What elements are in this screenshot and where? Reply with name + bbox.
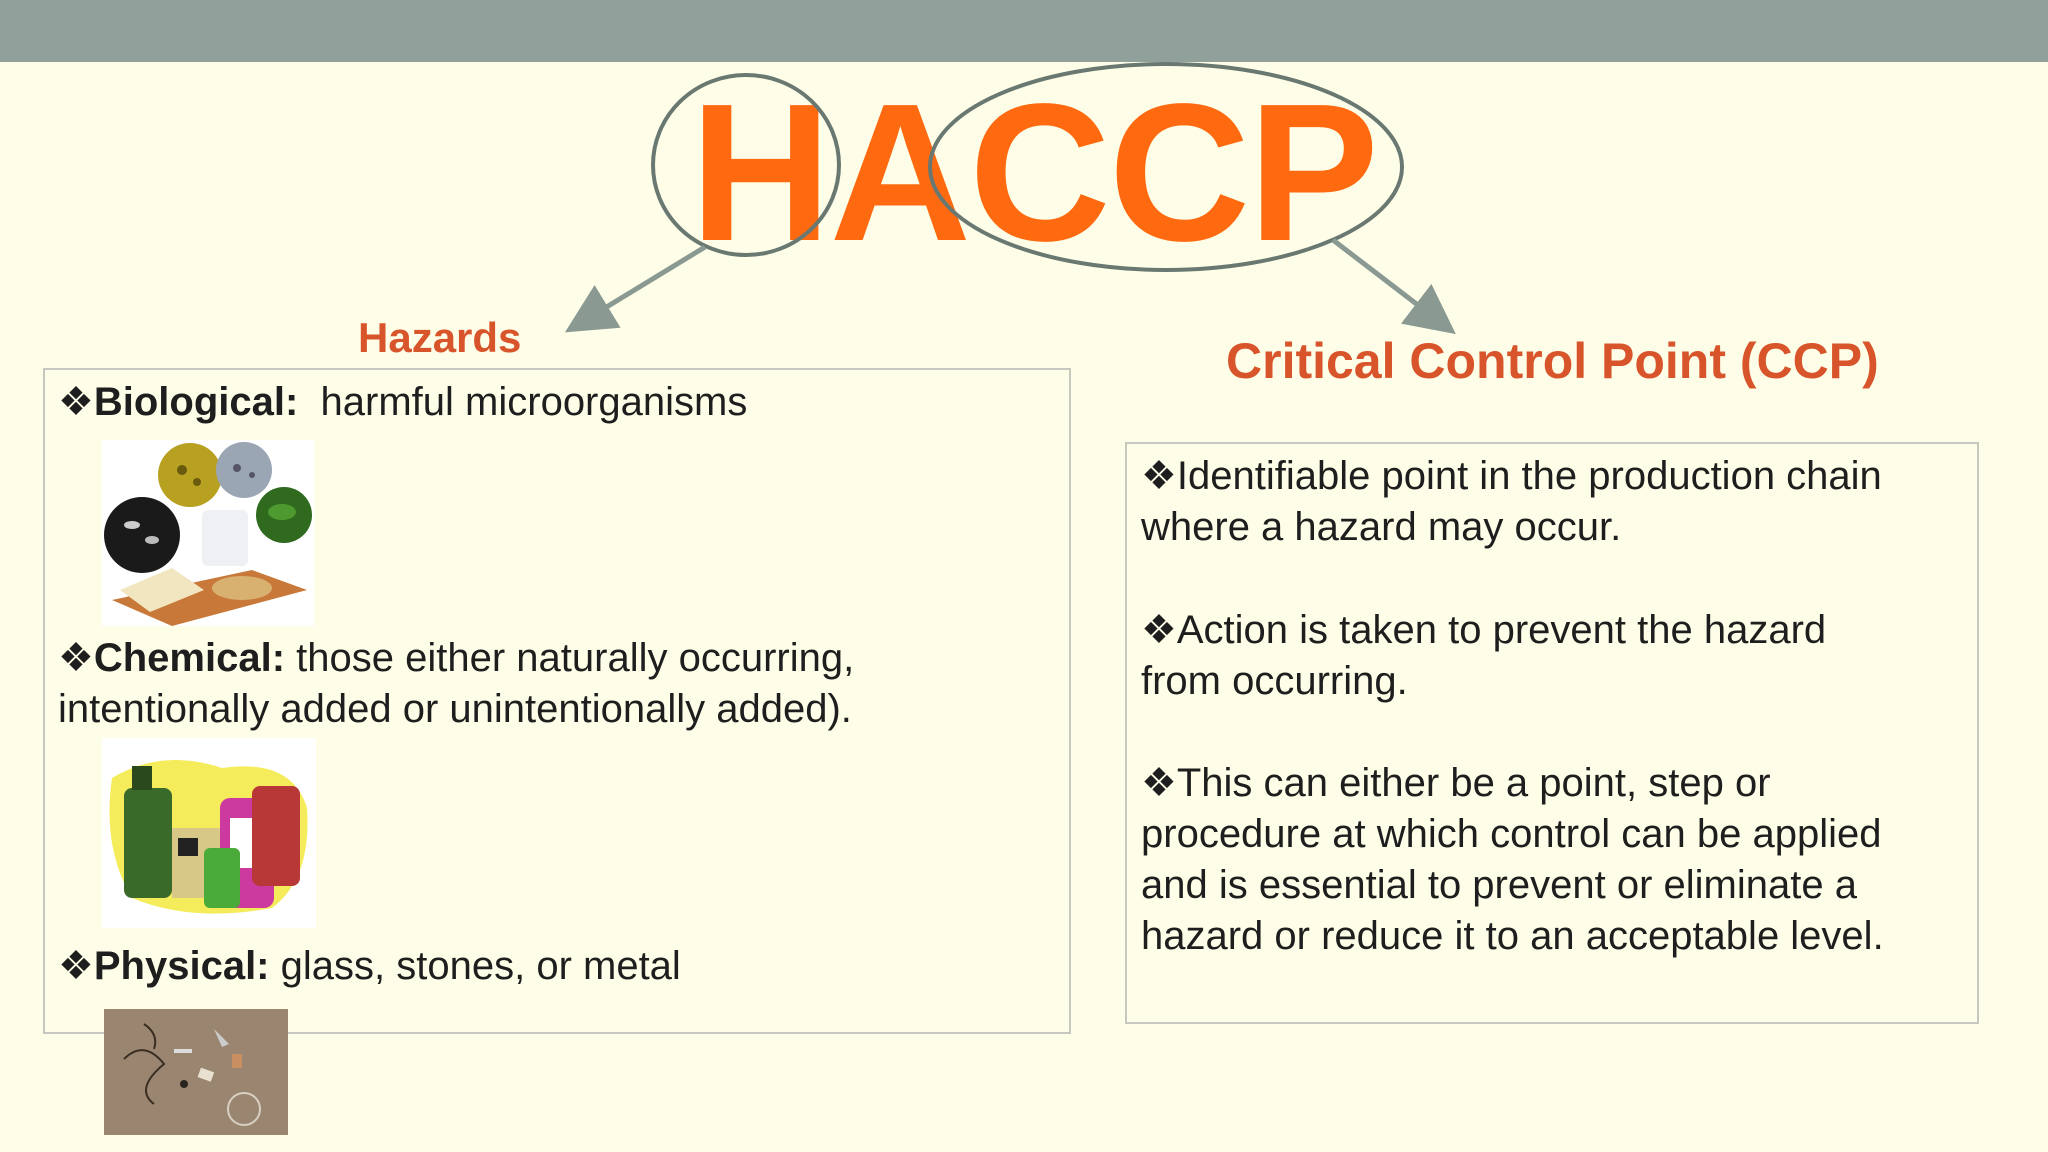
slide-title: HACCP: [690, 63, 1377, 282]
microorganisms-food-image: [102, 440, 314, 626]
hazard-term: Chemical:: [93, 636, 286, 680]
ccp-item-1: ❖Identifiable point in the production chain where a hazard may occur.: [1141, 454, 1882, 549]
hazard-physical: [58, 941, 681, 992]
hazard-text: harmful microorganisms: [320, 380, 748, 424]
ccp-circle: [930, 64, 1402, 270]
hazard-chemical: [58, 633, 1058, 735]
ccp-item-3: ❖This can either be a point, step or procedure at which control can be applied and is essential to prevent or eliminate a hazard or reduce it to an acceptable level.: [1141, 761, 1884, 958]
bullet-icon: ❖: [58, 944, 94, 988]
foreign-objects-image: [104, 1009, 288, 1135]
hazard-biological: [58, 377, 747, 428]
bullet-icon: ❖: [1141, 454, 1177, 498]
hazard-text: those either naturally occurring, intentionally added or unintentionally added).: [58, 636, 855, 731]
chemical-containers-image: [102, 738, 316, 928]
hazards-arrow: [582, 247, 705, 322]
ccp-item-2: ❖Action is taken to prevent the hazard from occurring.: [1141, 608, 1827, 703]
hazards-label: Hazards: [358, 314, 522, 361]
ccp-arrow: [1333, 240, 1440, 322]
hazard-term: Physical:: [93, 944, 270, 988]
h-circle: [653, 75, 839, 255]
bullet-icon: ❖: [58, 380, 94, 424]
bullet-icon: ❖: [58, 636, 94, 680]
ccp-label: Critical Control Point (CCP): [1226, 333, 1879, 389]
bullet-icon: ❖: [1141, 761, 1177, 805]
hazard-term: Biological:: [93, 380, 299, 424]
bullet-icon: ❖: [1141, 608, 1177, 652]
hazard-text: glass, stones, or metal: [280, 944, 681, 988]
